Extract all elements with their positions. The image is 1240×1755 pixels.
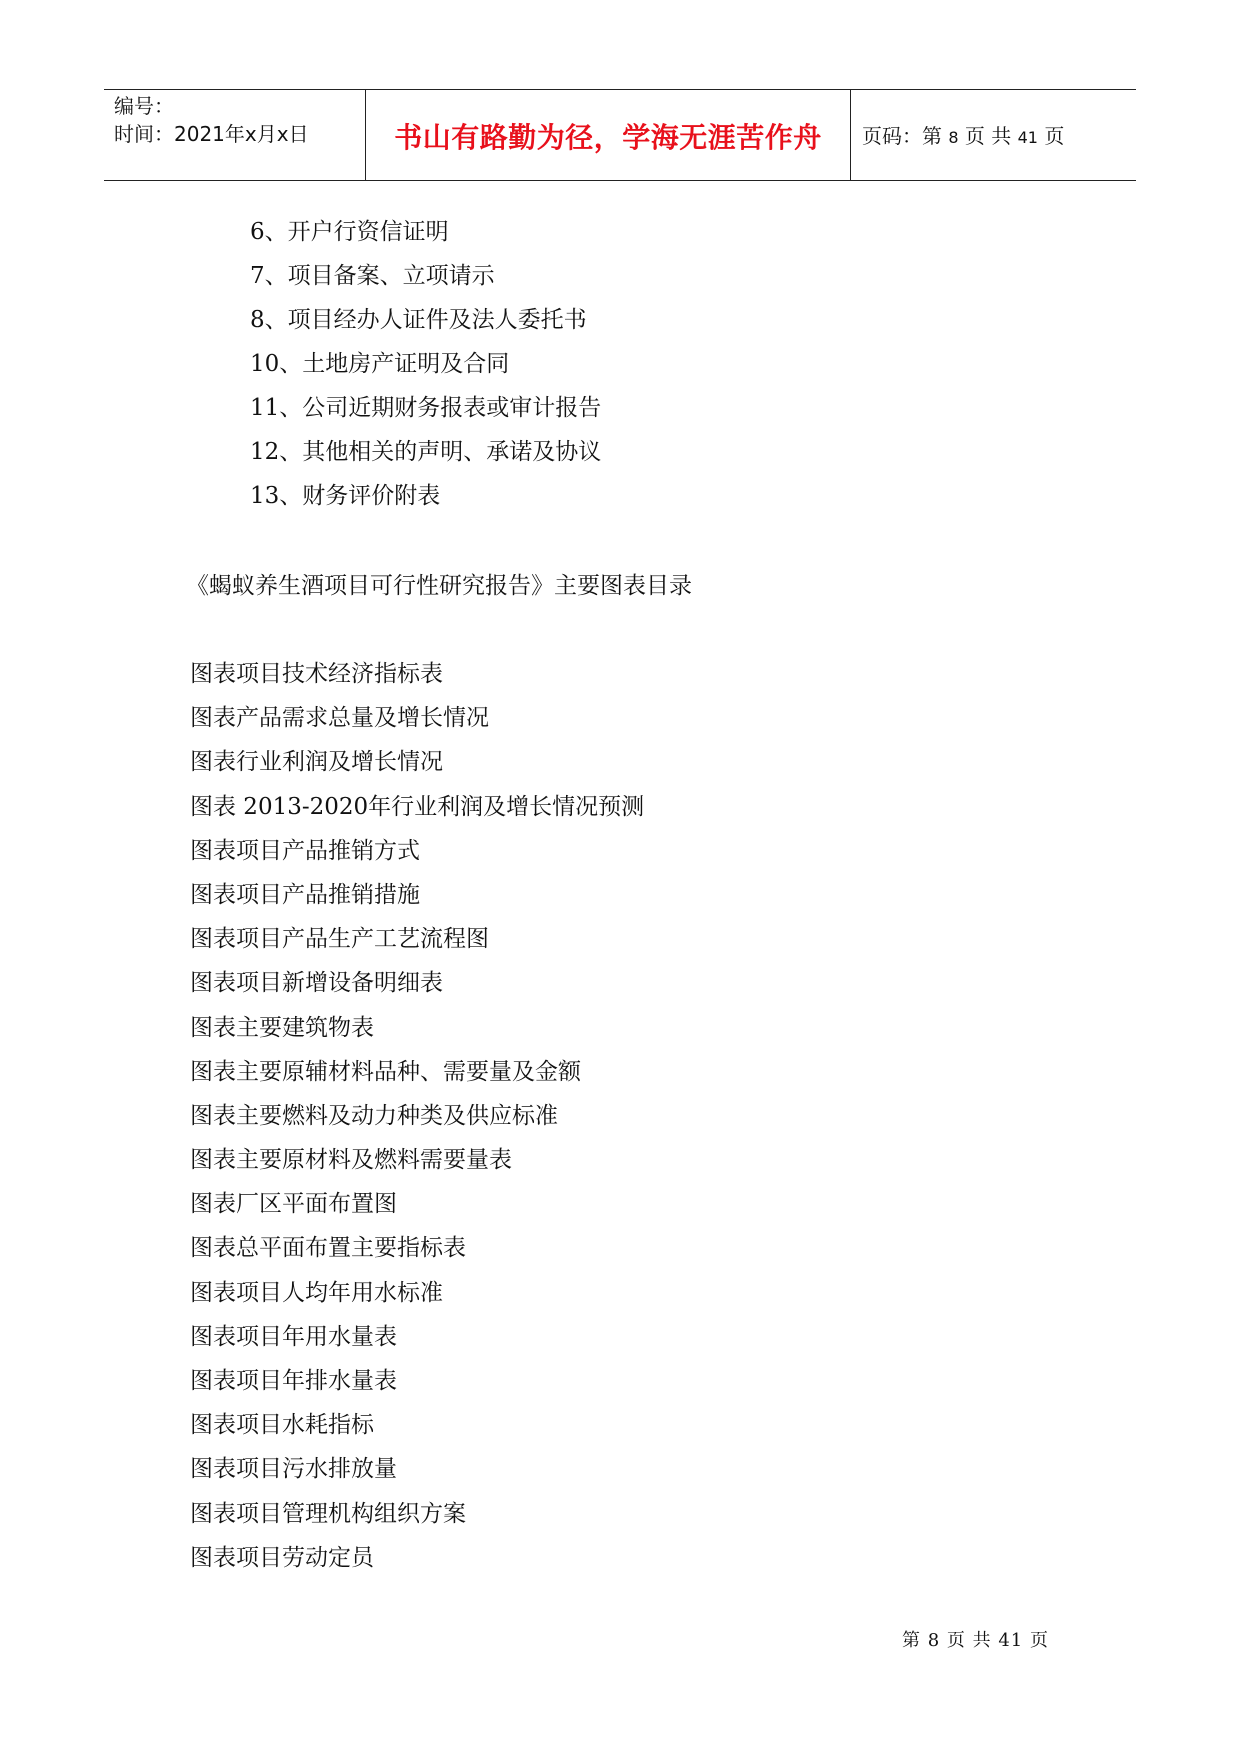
list-item: 图表主要燃料及动力种类及供应标准	[190, 1102, 558, 1129]
document-number-label: 编号：	[114, 94, 174, 118]
list-item: 图表项目管理机构组织方案	[190, 1500, 466, 1527]
list-item: 图表主要原材料及燃料需要量表	[190, 1147, 512, 1174]
list-item: 10、土地房产证明及合同	[250, 351, 510, 377]
list-item: 图表项目人均年用水标准	[190, 1279, 443, 1306]
list-item: 8、项目经办人证件及法人委托书	[250, 307, 587, 333]
header-meta	[114, 92, 364, 148]
page-prefix: 页码：第	[862, 124, 942, 148]
list-item: 6、开户行资信证明	[250, 219, 449, 245]
page-mid: 页 共	[964, 124, 1012, 148]
list-item: 图表厂区平面布置图	[190, 1191, 397, 1218]
header-motto: 书山有路勤为径，学海无涯苦作舟	[394, 121, 822, 154]
list-item: 图表产品需求总量及增长情况	[190, 705, 489, 732]
page-header	[104, 89, 1136, 181]
list-item: 图表项目新增设备明细表	[190, 970, 443, 997]
chart-directory-title: 《蝎蚁养生酒项目可行性研究报告》主要图表目录	[186, 573, 692, 599]
document-time-label: 时间：2021年x月x日	[114, 122, 309, 146]
list-item: 13、财务评价附表	[250, 483, 441, 509]
list-item: 11、公司近期财务报表或审计报告	[250, 395, 602, 421]
list-item: 图表总平面布置主要指标表	[190, 1235, 466, 1262]
list-item: 12、其他相关的声明、承诺及协议	[250, 439, 602, 465]
page-total: 41	[1017, 128, 1038, 147]
chart-directory-list	[190, 656, 644, 1584]
list-item: 图表项目年用水量表	[190, 1323, 397, 1350]
list-item: 图表项目水耗指标	[190, 1412, 374, 1439]
list-item: 图表项目劳动定员	[190, 1544, 374, 1571]
list-item: 图表行业利润及增长情况	[190, 749, 443, 776]
list-item: 图表项目污水排放量	[190, 1456, 397, 1483]
list-item: 图表项目产品推销方式	[190, 837, 420, 864]
list-item: 图表项目年排水量表	[190, 1368, 397, 1394]
header-divider-right	[850, 90, 851, 180]
header-page-indicator	[862, 120, 1064, 149]
list-item: 图表项目产品生产工艺流程图	[190, 926, 489, 953]
list-item: 7、项目备案、立项请示	[250, 263, 495, 289]
attachment-list	[250, 214, 601, 522]
page-footer: 第 8 页 共 41 页	[902, 1630, 1049, 1651]
page-number: 8	[948, 128, 959, 147]
list-item: 图表主要建筑物表	[190, 1014, 374, 1041]
list-item: 图表项目产品推销措施	[190, 881, 420, 908]
list-item: 图表主要原辅材料品种、需要量及金额	[190, 1058, 581, 1085]
list-item: 图表 2013-2020年行业利润及增长情况预测	[190, 793, 645, 820]
list-item: 图表项目技术经济指标表	[190, 661, 443, 687]
page-suffix: 页	[1044, 124, 1065, 148]
